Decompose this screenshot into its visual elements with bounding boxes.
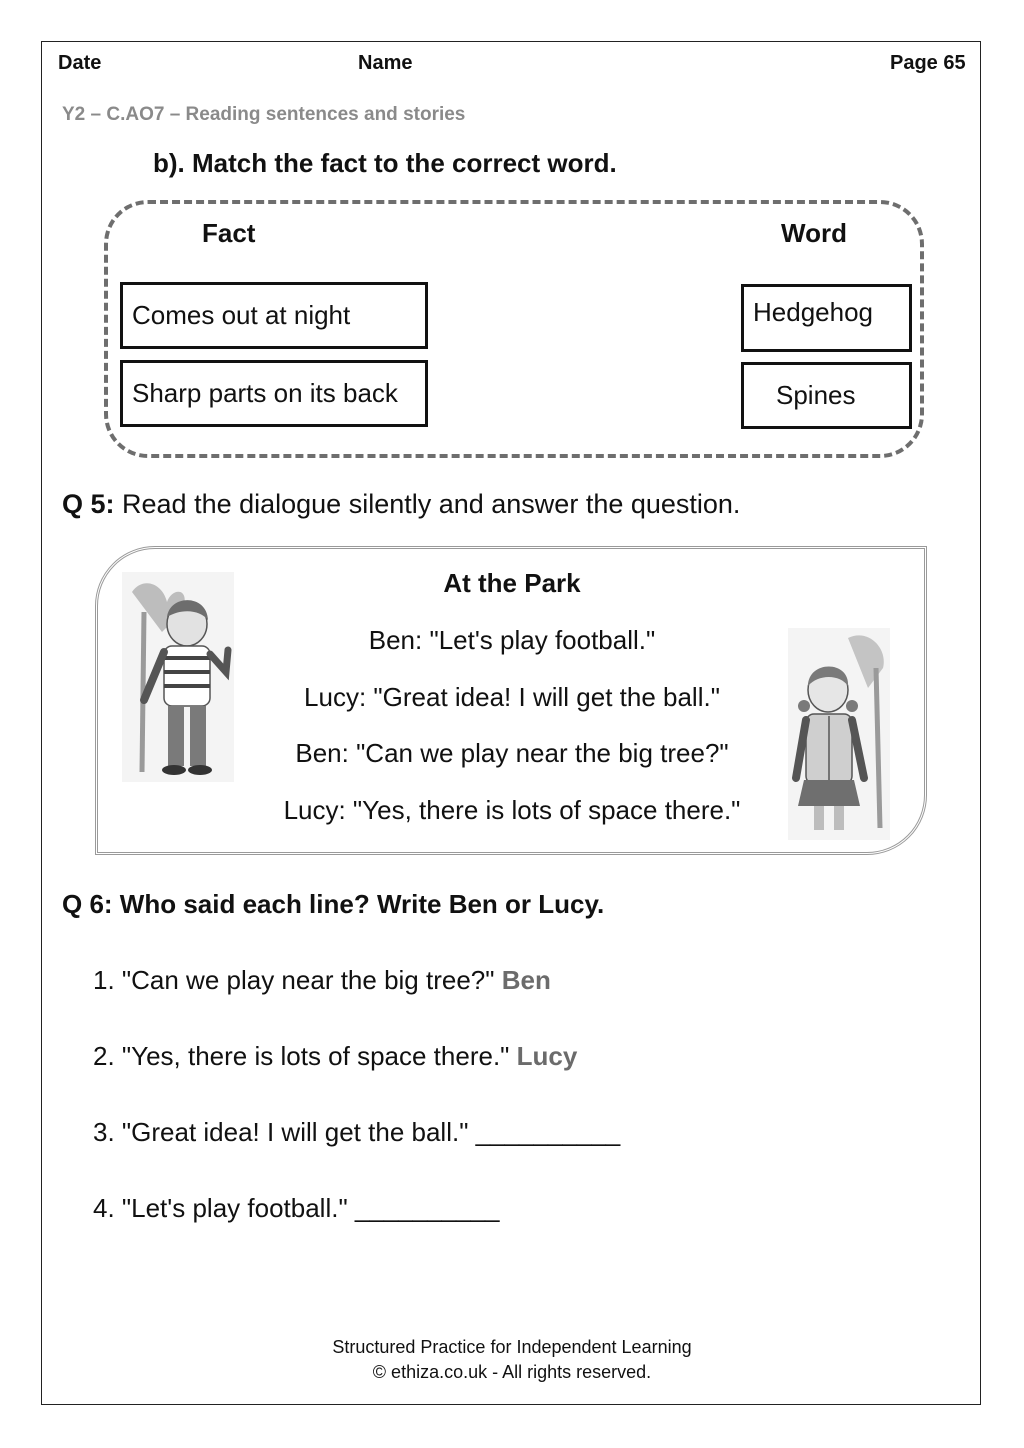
answer-blank[interactable]: __________	[475, 1117, 621, 1147]
answer-item-text: 3. "Great idea! I will get the ball."	[93, 1117, 476, 1147]
dialogue-line: Lucy: "Great idea! I will get the ball."	[304, 682, 720, 712]
q6-prompt: Q 6: Who said each line? Write Ben or Lucy.	[62, 889, 605, 919]
q5-text: Read the dialogue silently and answer the question.	[114, 489, 741, 519]
word-text: Spines	[776, 380, 856, 410]
match-title: b). Match the fact to the correct word.	[153, 148, 617, 178]
fact-card[interactable]	[120, 282, 428, 349]
word-card[interactable]	[741, 362, 912, 429]
fact-card[interactable]	[120, 360, 428, 427]
answer-item	[93, 1041, 577, 1072]
answer-blank[interactable]: __________	[354, 1193, 500, 1223]
answer-item-text: 4. "Let's play football."	[93, 1193, 355, 1223]
fact-heading: Fact	[202, 218, 256, 248]
answer-item	[93, 965, 551, 996]
date-label: Date	[58, 52, 102, 74]
dialogue-line: Lucy: "Yes, there is lots of space there."	[283, 795, 741, 825]
footer-copyright: © ethiza.co.uk - All rights reserved.	[372, 1362, 652, 1382]
dialogue-line: Ben: "Let's play football."	[368, 625, 656, 655]
worksheet-subtitle: Y2 – C.AO7 – Reading sentences and stories	[62, 104, 466, 125]
footer-tagline: Structured Practice for Independent Learning	[332, 1337, 692, 1357]
word-heading: Word	[781, 218, 847, 248]
page-number: Page 65	[890, 52, 966, 74]
answer-value[interactable]: Lucy	[516, 1041, 578, 1071]
answer-item-text: 2. "Yes, there is lots of space there."	[93, 1041, 517, 1071]
answer-item	[93, 1117, 620, 1148]
answer-item	[93, 1193, 500, 1224]
fact-text: Comes out at night	[132, 300, 351, 330]
word-card[interactable]	[741, 284, 912, 352]
q5-label: Q 5:	[62, 489, 115, 519]
name-label: Name	[358, 52, 413, 74]
word-text: Hedgehog	[753, 297, 873, 327]
answer-item-text: 1. "Can we play near the big tree?"	[93, 965, 502, 995]
fact-text: Sharp parts on its back	[132, 378, 398, 408]
dialogue-line: Ben: "Can we play near the big tree?"	[295, 738, 729, 768]
answer-value[interactable]: Ben	[501, 965, 551, 995]
dialogue-title: At the Park	[443, 568, 581, 598]
q5-prompt	[62, 489, 740, 520]
